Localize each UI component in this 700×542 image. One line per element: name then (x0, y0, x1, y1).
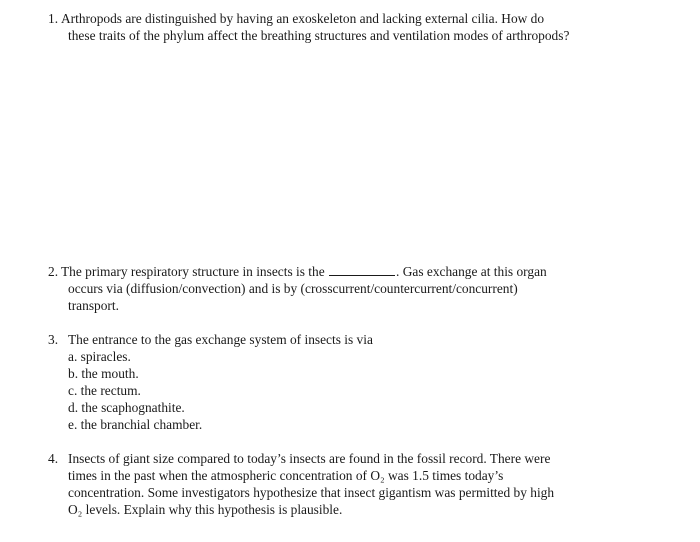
question-4-line-2: times in the past when the atmospheric concentration of O₂ was 1.5 times today’s (68, 468, 504, 483)
question-4-line-4: O₂ levels. Explain why this hypothesis is plausible. (68, 502, 343, 517)
question-1-line-1: Arthropods are distinguished by having an exoskeleton and lacking external cilia. How do (61, 11, 545, 26)
question-2-line-1-start: The primary respiratory structure in insects is the (61, 264, 325, 279)
question-2-line-1 (61, 263, 547, 280)
question-4-number: 4. (48, 451, 59, 466)
question-2-line-3: transport. (68, 298, 119, 313)
question-2-line-2: occurs via (diffusion/convection) and is by (crosscurrent/countercurrent/concurrent) (68, 281, 518, 296)
question-4-line-3: concentration. Some investigators hypothesize that insect gigantism was permitted by high (68, 485, 555, 500)
question-3-option: d. the scaphognathite. (68, 400, 185, 415)
question-3-number: 3. (48, 332, 59, 347)
question-2-line-1-end: . Gas exchange at this organ (396, 264, 547, 279)
question-1-line-2: these traits of the phylum affect the breathing structures and ventilation modes of arthropods? (68, 28, 570, 43)
question-1-number: 1. (48, 11, 59, 26)
question-3-option: a. spiracles. (68, 349, 131, 364)
question-3-stem: The entrance to the gas exchange system of insects is via (68, 332, 373, 347)
question-3-option: b. the mouth. (68, 366, 139, 381)
question-4-line-1: Insects of giant size compared to today’s insects are found in the fossil record. There were (68, 451, 551, 466)
question-3-option: c. the rectum. (68, 383, 141, 398)
question-3-option: e. the branchial chamber. (68, 417, 203, 432)
answer-blank (329, 263, 395, 276)
question-2-number: 2. (48, 264, 59, 279)
